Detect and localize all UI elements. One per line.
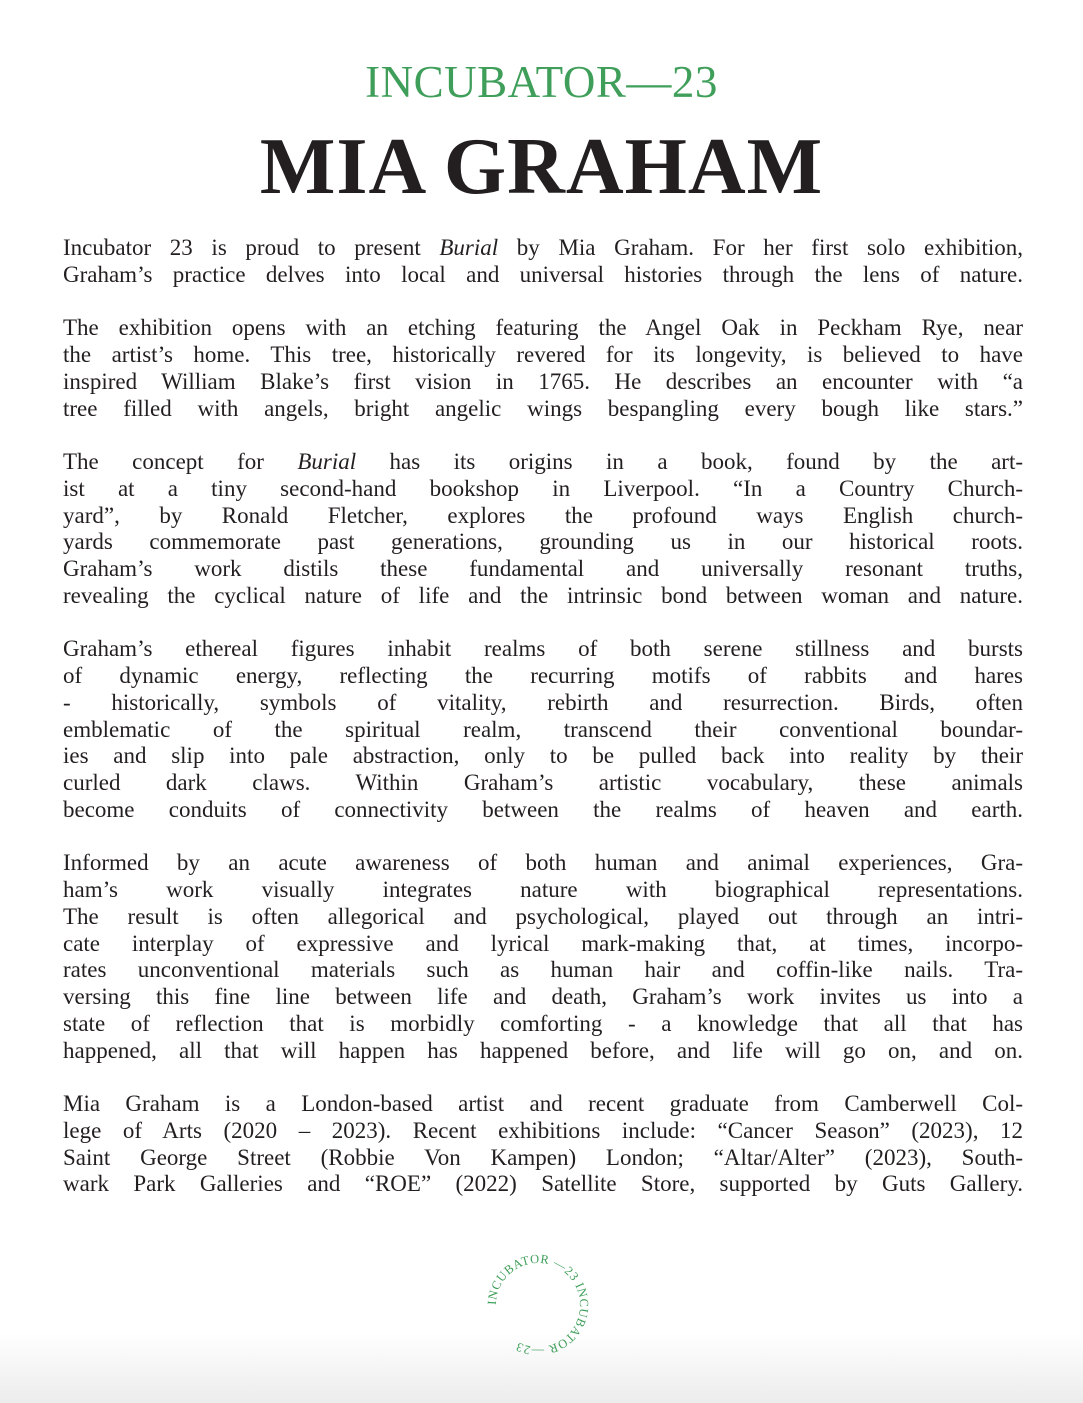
text-segment: Mia Graham is a London-based artist and recent graduate from Camberwell Col- bbox=[63, 1091, 1023, 1116]
paragraph bbox=[63, 315, 1023, 422]
text-segment: lege of Arts (2020 – 2023). Recent exhibitions include: “Cancer Season” (2023), 12 bbox=[63, 1117, 1023, 1143]
text-line bbox=[63, 957, 1023, 984]
paragraph bbox=[63, 636, 1023, 823]
text-segment: Informed by an acute awareness of both human and animal experiences, Gra- bbox=[63, 850, 1023, 876]
text-line bbox=[63, 690, 1023, 717]
text-line bbox=[63, 1171, 1023, 1198]
artist-title: MIA GRAHAM bbox=[259, 123, 824, 211]
text-segment: Graham’s ethereal figures inhabit realms of both serene stillness and bursts bbox=[63, 636, 1023, 662]
text-line bbox=[63, 369, 1023, 396]
text-segment: tree filled with angels, bright angelic wings bespangling every bough like stars.” bbox=[63, 395, 1023, 421]
text-line bbox=[63, 1038, 1023, 1065]
text-segment: yard”, by Ronald Fletcher, explores the profound ways English church- bbox=[63, 502, 1023, 528]
text-line bbox=[63, 931, 1023, 958]
text-line bbox=[63, 1011, 1023, 1038]
text-segment: The result is often allegorical and psychological, played out through an intri- bbox=[63, 903, 1023, 929]
text-line bbox=[63, 315, 1023, 342]
text-segment: inspired William Blake’s first vision in 1765. He describes an encounter with “a bbox=[63, 368, 1023, 394]
paragraph bbox=[63, 1091, 1023, 1198]
text-line bbox=[63, 449, 1023, 476]
text-segment: The concept for bbox=[63, 449, 298, 474]
text-line bbox=[63, 984, 1023, 1011]
italic-title-text: Burial bbox=[297, 449, 357, 474]
text-segment: The exhibition opens with an etching featuring the Angel Oak in Peckham Rye, near bbox=[63, 315, 1023, 341]
text-segment: ham’s work visually integrates nature with biographical representations. bbox=[63, 877, 1023, 902]
svg-text:INCUBATOR —23 INCUBATOR —23 bbox=[485, 1252, 591, 1358]
paragraph bbox=[63, 449, 1023, 610]
text-segment: revealing the cyclical nature of life and the intrinsic bond between woman and nature. bbox=[63, 582, 1023, 608]
text-line bbox=[63, 1091, 1023, 1118]
text-line bbox=[63, 904, 1023, 931]
text-line bbox=[63, 235, 1023, 262]
text-line bbox=[63, 877, 1023, 904]
text-line bbox=[63, 476, 1023, 503]
press-release-body bbox=[63, 235, 1023, 1225]
text-line bbox=[63, 529, 1023, 556]
text-segment: become conduits of connectivity between the realms of heaven and earth. bbox=[63, 796, 1023, 822]
text-line bbox=[63, 342, 1023, 369]
text-line bbox=[63, 663, 1023, 690]
text-line bbox=[63, 503, 1023, 530]
text-line bbox=[63, 396, 1023, 423]
paragraph bbox=[63, 235, 1023, 289]
text-segment: by Mia Graham. For her first solo exhibition, bbox=[498, 235, 1024, 260]
italic-title-text: Burial bbox=[439, 235, 499, 260]
text-segment: state of reflection that is morbidly comforting - a knowledge that all that has bbox=[63, 1010, 1023, 1036]
text-segment: rates unconventional materials such as human hair and coffin-like nails. Tra- bbox=[63, 957, 1023, 983]
text-line bbox=[63, 850, 1023, 877]
text-segment: the artist’s home. This tree, historically revered for its longevity, is believed to have bbox=[63, 342, 1023, 367]
text-segment: Incubator 23 is proud to present bbox=[63, 235, 440, 260]
text-segment: happened, all that will happen has happened before, and life will go on, and on. bbox=[63, 1037, 1023, 1063]
text-line bbox=[63, 636, 1023, 663]
text-line bbox=[63, 797, 1023, 824]
text-segment: emblematic of the spiritual realm, transcend their conventional boundar- bbox=[63, 716, 1023, 742]
text-segment: curled dark claws. Within Graham’s artistic vocabulary, these animals bbox=[63, 770, 1023, 795]
text-line bbox=[63, 556, 1023, 583]
text-segment: has its origins in a book, found by the art- bbox=[356, 449, 1023, 474]
text-segment: Graham’s practice delves into local and universal histories through the lens of nature. bbox=[63, 261, 1023, 287]
text-line bbox=[63, 717, 1023, 744]
text-line bbox=[63, 1145, 1023, 1172]
text-segment: - historically, symbols of vitality, rebirth and resurrection. Birds, often bbox=[63, 689, 1023, 715]
text-segment: Saint George Street (Robbie Von Kampen) London; “Altar/Alter” (2023), South- bbox=[63, 1144, 1023, 1170]
gallery-kicker: INCUBATOR—23 bbox=[365, 57, 718, 107]
incubator-circular-logo bbox=[483, 1250, 593, 1360]
text-segment: versing this fine line between life and death, Graham’s work invites us into a bbox=[63, 984, 1023, 1009]
text-line bbox=[63, 743, 1023, 770]
logo-text: INCUBATOR —23 INCUBATOR —23 bbox=[484, 1251, 592, 1359]
text-line bbox=[63, 583, 1023, 610]
paragraph bbox=[63, 850, 1023, 1064]
text-line bbox=[63, 262, 1023, 289]
text-segment: Graham’s work distils these fundamental and universally resonant truths, bbox=[63, 556, 1023, 581]
text-segment: ies and slip into pale abstraction, only to be pulled back into reality by their bbox=[63, 743, 1023, 769]
text-segment: cate interplay of expressive and lyrical mark-making that, at times, incorpo- bbox=[63, 930, 1023, 956]
text-segment: yards commemorate past generations, grounding us in our historical roots. bbox=[63, 529, 1023, 555]
text-segment: ist at a tiny second-hand bookshop in Liverpool. “In a Country Church- bbox=[63, 475, 1023, 501]
text-line bbox=[63, 770, 1023, 797]
text-line bbox=[63, 1118, 1023, 1145]
text-segment: of dynamic energy, reflecting the recurring motifs of rabbits and hares bbox=[63, 663, 1023, 688]
text-segment: wark Park Galleries and “ROE” (2022) Satellite Store, supported by Guts Gallery. bbox=[63, 1171, 1023, 1197]
